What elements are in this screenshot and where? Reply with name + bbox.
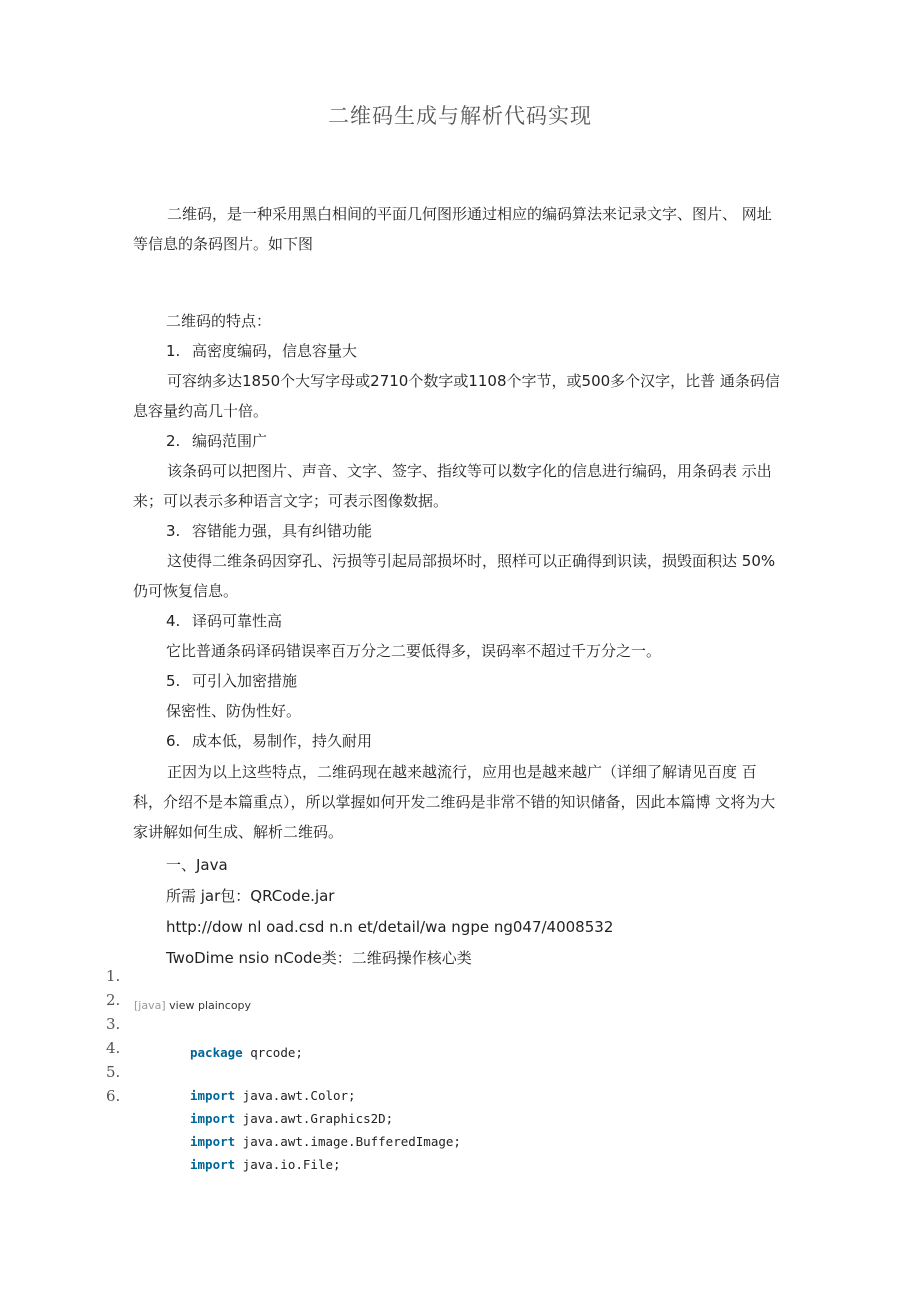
code-line <box>190 1045 303 1060</box>
download-link[interactable]: http://dow nl oad.csd n.n et/detail/wa ngpe ng047/4008532 <box>166 918 614 936</box>
feature-title: 高密度编码，信息容量大 <box>192 342 358 360</box>
feature-heading <box>166 606 282 636</box>
code-line <box>190 1088 356 1103</box>
code-text: java.awt.image.BufferedImage; <box>235 1134 461 1149</box>
feature-number: 1. <box>166 342 181 360</box>
line-number: 1. <box>106 967 121 985</box>
page-title: 二维码生成与解析代码实现 <box>328 104 592 128</box>
features-heading: 二维码的特点： <box>166 312 272 330</box>
feature-title: 容错能力强，具有纠错功能 <box>192 522 373 540</box>
intro-paragraph: 二维码，是一种采用黑白相间的平面几何图形通过相应的编码算法来记录文字、图片、 网址等信息的条码图片。如下图 <box>133 205 772 253</box>
feature-body: 它比普通条码译码错误率百万分之二要低得多，误码率不超过千万分之一。 <box>166 642 662 660</box>
code-text: java.awt.Graphics2D; <box>235 1111 394 1126</box>
feature-title: 编码范围广 <box>192 432 268 450</box>
feature-title: 成本低，易制作，持久耐用 <box>192 732 373 750</box>
code-header <box>134 999 251 1012</box>
code-keyword: import <box>190 1111 236 1126</box>
line-number: 4. <box>106 1039 121 1057</box>
view-plain-link[interactable]: view plaincopy <box>169 999 252 1012</box>
line-number: 6. <box>106 1087 121 1105</box>
jar-line: 所需 jar包：QRCode.jar <box>166 887 335 905</box>
feature-number: 2. <box>166 432 181 450</box>
class-description: TwoDime nsio nCode类：二维码操作核心类 <box>166 949 472 967</box>
feature-number: 5. <box>166 672 181 690</box>
summary-paragraph: 正因为以上这些特点，二维码现在越来越流行，应用也是越来越广（详细了解请见百度 百科，介绍不是本篇重点），所以掌握如何开发二维码是非常不错的知识储备，因此本篇博 文将为大家讲解如何生成、解析二维码。 <box>133 763 776 841</box>
feature-heading <box>166 726 372 756</box>
code-text: java.io.File; <box>235 1157 341 1172</box>
code-text: qrcode; <box>242 1045 303 1060</box>
feature-heading <box>166 426 267 456</box>
code-text: java.awt.Color; <box>235 1088 356 1103</box>
code-line <box>190 1134 461 1149</box>
line-number: 2. <box>106 991 121 1009</box>
feature-title: 译码可靠性高 <box>192 612 283 630</box>
feature-heading <box>166 336 357 366</box>
section-heading-java: 一、Java <box>166 856 228 874</box>
feature-body: 可容纳多达1850个大写字母或2710个数字或1108个字节，或500多个汉字，比普 通条码信息容量约高几十倍。 <box>133 372 780 420</box>
code-keyword: package <box>190 1045 243 1060</box>
feature-heading <box>166 666 297 696</box>
feature-body: 该条码可以把图片、声音、文字、签字、指纹等可以数字化的信息进行编码，用条码表 示出来；可以表示多种语言文字；可表示图像数据。 <box>133 462 772 510</box>
feature-heading <box>166 516 372 546</box>
code-keyword: import <box>190 1134 236 1149</box>
feature-body: 这使得二维条码因穿孔、污损等引起局部损坏时，照样可以正确得到识读，损毁面积达 50%仍可恢复信息。 <box>133 552 776 600</box>
line-number: 5. <box>106 1063 121 1081</box>
line-number: 3. <box>106 1015 121 1033</box>
feature-body: 保密性、防伪性好。 <box>166 702 302 720</box>
feature-title: 可引入加密措施 <box>192 672 298 690</box>
code-lang-tag: [java] <box>134 999 166 1012</box>
code-keyword: import <box>190 1157 236 1172</box>
code-keyword: import <box>190 1088 236 1103</box>
code-line <box>190 1157 341 1172</box>
feature-number: 6. <box>166 732 181 750</box>
feature-number: 4. <box>166 612 181 630</box>
feature-number: 3. <box>166 522 181 540</box>
code-line <box>190 1111 393 1126</box>
